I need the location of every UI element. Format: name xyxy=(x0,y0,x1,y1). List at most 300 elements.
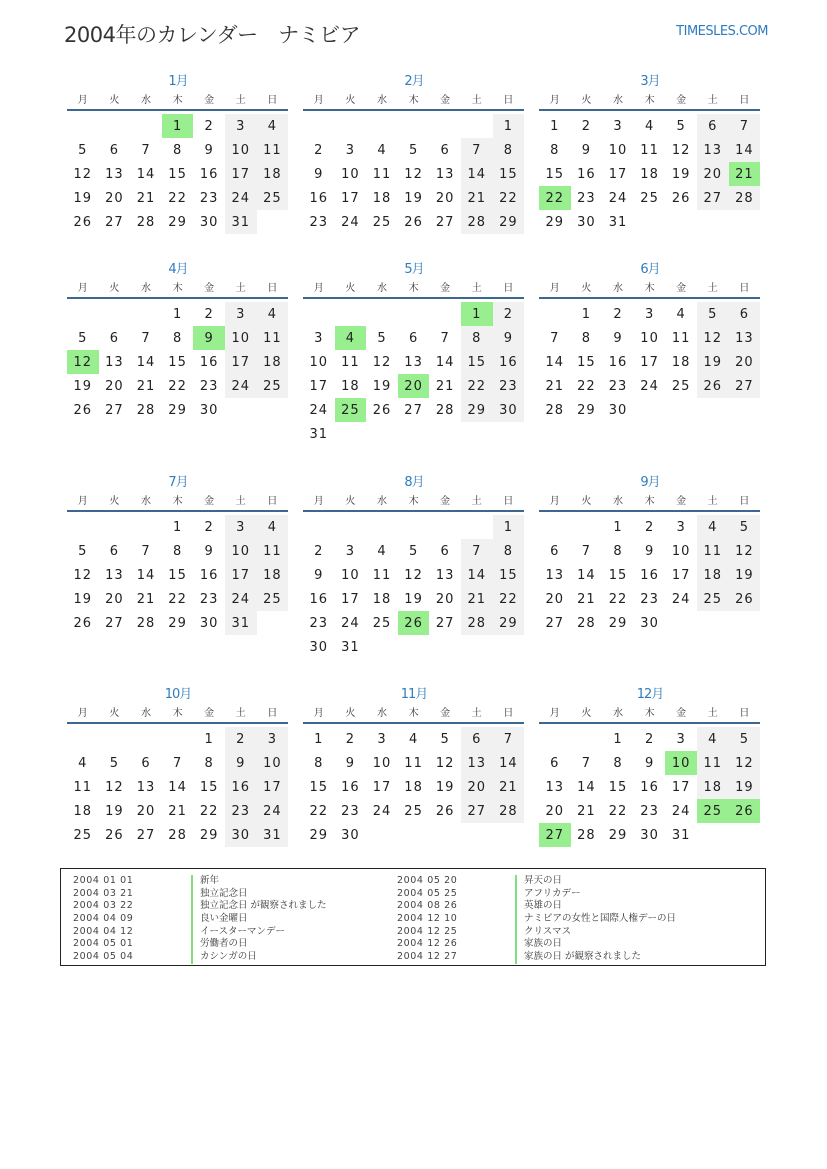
day-cell: 2 xyxy=(314,543,324,559)
day-cell: 17 xyxy=(671,567,691,583)
day-cell: 3 xyxy=(676,731,686,747)
day-cell: 31 xyxy=(309,426,329,442)
month-10 xyxy=(67,685,289,847)
day-cell: 13 xyxy=(404,354,423,370)
day-cell: 17 xyxy=(309,378,329,394)
day-cell: 4 xyxy=(697,515,729,539)
holiday-date: 2004 12 25 xyxy=(397,925,458,937)
weekday-header: 木 xyxy=(172,283,183,294)
holiday-name: 昇天の日 xyxy=(515,875,562,888)
month-title: 1月 xyxy=(168,74,188,89)
holiday-name: カシンガの日 xyxy=(191,951,257,964)
day-cell: 24 xyxy=(257,799,289,823)
weekday-header: 水 xyxy=(612,496,623,507)
day-cell: 20 xyxy=(435,591,455,607)
day-cell: 3 xyxy=(345,543,356,559)
day-cell: 19 xyxy=(73,378,93,394)
day-cell: 1 xyxy=(550,118,560,134)
weekday-header: 月 xyxy=(313,496,324,507)
day-cell: 23 xyxy=(608,378,628,394)
weekday-header: 日 xyxy=(503,708,514,719)
holiday-day-cell: 22 xyxy=(539,186,571,210)
weekday-header: 金 xyxy=(440,283,451,294)
day-cell: 28 xyxy=(729,186,761,210)
weekday-header: 木 xyxy=(408,95,419,106)
day-cell: 19 xyxy=(697,350,729,374)
month-6 xyxy=(539,260,761,422)
page-title: 2004年のカレンダー ナミビア xyxy=(64,23,361,47)
day-cell: 10 xyxy=(225,138,257,162)
header-divider xyxy=(539,109,760,111)
holiday-date: 2004 05 25 xyxy=(397,887,458,899)
day-cell: 12 xyxy=(729,751,761,775)
day-cell: 19 xyxy=(671,166,691,182)
day-cell: 23 xyxy=(577,190,596,206)
day-cell: 7 xyxy=(581,543,592,559)
weekday-header: 日 xyxy=(267,496,278,507)
day-cell: 20 xyxy=(545,591,565,607)
weekday-header: 月 xyxy=(77,496,88,507)
day-cell: 5 xyxy=(78,142,88,158)
empty-day-cell xyxy=(461,515,493,539)
day-cell: 21 xyxy=(461,587,493,611)
empty-day-cell xyxy=(99,302,131,326)
day-cell: 5 xyxy=(676,118,686,134)
day-cell: 12 xyxy=(404,567,423,583)
day-cell: 28 xyxy=(577,615,596,631)
weekday-header: 金 xyxy=(676,496,687,507)
weekday-header: 日 xyxy=(503,283,514,294)
weekday-header: 日 xyxy=(503,95,514,106)
day-cell: 1 xyxy=(493,114,525,138)
holiday-day-cell: 9 xyxy=(193,326,225,350)
day-cell: 20 xyxy=(729,350,761,374)
month-title: 4月 xyxy=(168,262,188,277)
day-cell: 18 xyxy=(257,350,289,374)
empty-day-cell xyxy=(429,515,461,539)
empty-day-cell xyxy=(67,114,99,138)
day-cell: 28 xyxy=(461,210,493,234)
day-cell: 26 xyxy=(73,214,93,230)
holiday-day-cell: 12 xyxy=(67,350,99,374)
day-cell: 27 xyxy=(461,799,493,823)
holiday-date: 2004 04 09 xyxy=(73,913,134,925)
weekday-header: 月 xyxy=(549,283,560,294)
weekday-header: 木 xyxy=(644,95,655,106)
day-cell: 5 xyxy=(377,330,387,346)
day-cell: 21 xyxy=(136,591,156,607)
weekday-header: 日 xyxy=(739,283,750,294)
weekday-header: 水 xyxy=(140,496,151,507)
header-divider xyxy=(67,722,288,724)
day-cell: 19 xyxy=(372,378,392,394)
holiday-name: 独立記念日 が観察されました xyxy=(191,900,327,913)
day-cell: 14 xyxy=(461,563,493,587)
day-cell: 18 xyxy=(372,190,392,206)
month-title: 6月 xyxy=(640,262,660,277)
holiday-name: ナミビアの女性と国際人権デーの日 xyxy=(515,913,676,926)
day-cell: 14 xyxy=(577,779,596,795)
day-cell: 26 xyxy=(105,827,124,843)
day-cell: 25 xyxy=(257,374,289,398)
day-cell: 15 xyxy=(577,354,596,370)
day-cell: 14 xyxy=(136,567,156,583)
empty-day-cell xyxy=(571,515,603,539)
month-days-grid xyxy=(303,92,525,234)
weekday-header: 月 xyxy=(77,708,88,719)
day-cell: 2 xyxy=(613,306,623,322)
day-cell: 1 xyxy=(613,731,623,747)
weekday-header: 金 xyxy=(676,95,687,106)
day-cell: 12 xyxy=(729,539,761,563)
empty-day-cell xyxy=(366,515,398,539)
day-cell: 4 xyxy=(377,543,387,559)
weekday-header: 金 xyxy=(204,496,215,507)
holiday-name: 家族の日 xyxy=(515,938,562,951)
day-cell: 17 xyxy=(341,591,360,607)
day-cell: 28 xyxy=(435,402,455,418)
weekday-header: 水 xyxy=(376,708,387,719)
empty-day-cell xyxy=(366,114,398,138)
day-cell: 13 xyxy=(729,326,761,350)
day-cell: 11 xyxy=(697,539,729,563)
empty-day-cell xyxy=(130,727,162,751)
day-cell: 8 xyxy=(172,142,183,158)
day-cell: 28 xyxy=(461,611,493,635)
day-cell: 21 xyxy=(493,775,525,799)
day-cell: 27 xyxy=(435,615,455,631)
month-days-grid xyxy=(539,705,761,847)
day-cell: 27 xyxy=(697,186,729,210)
day-cell: 3 xyxy=(377,731,387,747)
day-cell: 15 xyxy=(493,162,525,186)
month-days-grid xyxy=(539,92,761,234)
day-cell: 22 xyxy=(493,587,525,611)
day-cell: 21 xyxy=(577,803,596,819)
empty-day-cell xyxy=(335,515,367,539)
header-divider xyxy=(303,510,524,512)
weekday-header: 木 xyxy=(408,708,419,719)
day-cell: 2 xyxy=(644,731,655,747)
day-cell: 28 xyxy=(136,615,156,631)
holiday-date: 2004 05 01 xyxy=(73,938,134,950)
day-cell: 2 xyxy=(204,118,214,134)
weekday-header: 土 xyxy=(471,708,482,719)
day-cell: 31 xyxy=(341,639,360,655)
holiday-day-cell: 10 xyxy=(665,751,697,775)
day-cell: 21 xyxy=(168,803,187,819)
day-cell: 25 xyxy=(372,214,392,230)
day-cell: 11 xyxy=(372,166,392,182)
day-cell: 23 xyxy=(199,190,219,206)
empty-day-cell xyxy=(398,302,430,326)
day-cell: 7 xyxy=(141,142,151,158)
empty-day-cell xyxy=(99,515,131,539)
day-cell: 10 xyxy=(225,326,257,350)
day-cell: 4 xyxy=(644,118,655,134)
weekday-header: 土 xyxy=(471,95,482,106)
day-cell: 5 xyxy=(408,543,419,559)
day-cell: 2 xyxy=(225,727,257,751)
brand-logo-text[interactable]: TIMESLES.COM xyxy=(676,24,768,39)
holiday-list xyxy=(60,868,766,966)
month-days-grid xyxy=(539,493,761,635)
day-cell: 7 xyxy=(581,755,592,771)
day-cell: 10 xyxy=(309,354,329,370)
day-cell: 26 xyxy=(73,402,93,418)
weekday-header: 水 xyxy=(140,283,151,294)
day-cell: 25 xyxy=(671,378,691,394)
day-cell: 19 xyxy=(73,190,93,206)
day-cell: 30 xyxy=(640,827,659,843)
day-cell: 5 xyxy=(440,731,450,747)
day-cell: 8 xyxy=(493,138,525,162)
day-cell: 3 xyxy=(314,330,324,346)
weekday-header: 木 xyxy=(172,708,183,719)
day-cell: 12 xyxy=(435,755,455,771)
day-cell: 25 xyxy=(372,615,392,631)
day-cell: 23 xyxy=(199,378,219,394)
header-divider xyxy=(303,109,524,111)
day-cell: 23 xyxy=(199,591,219,607)
empty-day-cell xyxy=(130,515,162,539)
month-days-grid xyxy=(303,280,525,446)
day-cell: 9 xyxy=(613,330,623,346)
day-cell: 24 xyxy=(341,615,360,631)
month-11 xyxy=(303,685,525,847)
day-cell: 30 xyxy=(577,214,596,230)
empty-day-cell xyxy=(303,515,335,539)
empty-day-cell xyxy=(366,302,398,326)
day-cell: 11 xyxy=(257,539,289,563)
day-cell: 10 xyxy=(341,166,360,182)
day-cell: 28 xyxy=(545,402,565,418)
empty-day-cell xyxy=(461,114,493,138)
day-cell: 23 xyxy=(493,374,525,398)
weekday-header: 火 xyxy=(109,496,120,507)
day-cell: 19 xyxy=(729,563,761,587)
weekday-header: 土 xyxy=(235,95,246,106)
holiday-day-cell: 4 xyxy=(335,326,367,350)
weekday-header: 金 xyxy=(204,708,215,719)
weekday-header: 木 xyxy=(172,496,183,507)
day-cell: 10 xyxy=(372,755,392,771)
day-cell: 8 xyxy=(493,539,525,563)
weekday-header: 火 xyxy=(109,283,120,294)
month-9 xyxy=(539,473,761,635)
day-cell: 15 xyxy=(199,779,219,795)
holiday-date: 2004 05 04 xyxy=(73,951,134,963)
day-cell: 27 xyxy=(105,402,124,418)
holiday-day-cell: 25 xyxy=(335,398,367,422)
day-cell: 24 xyxy=(608,190,628,206)
day-cell: 4 xyxy=(257,114,289,138)
weekday-header: 土 xyxy=(471,283,482,294)
day-cell: 3 xyxy=(644,306,655,322)
day-cell: 7 xyxy=(172,755,183,771)
day-cell: 18 xyxy=(73,803,93,819)
day-cell: 12 xyxy=(671,142,691,158)
day-cell: 8 xyxy=(550,142,560,158)
weekday-header: 月 xyxy=(549,95,560,106)
day-cell: 3 xyxy=(676,519,686,535)
day-cell: 25 xyxy=(257,186,289,210)
day-cell: 8 xyxy=(314,755,324,771)
month-1 xyxy=(67,72,289,234)
day-cell: 9 xyxy=(314,567,324,583)
holiday-name: 家族の日 が観察されました xyxy=(515,951,641,964)
day-cell: 29 xyxy=(608,615,628,631)
weekday-header: 火 xyxy=(581,283,592,294)
day-cell: 30 xyxy=(199,214,219,230)
day-cell: 13 xyxy=(435,166,455,182)
day-cell: 7 xyxy=(141,543,151,559)
day-cell: 23 xyxy=(640,591,659,607)
day-cell: 3 xyxy=(225,302,257,326)
day-cell: 9 xyxy=(644,543,655,559)
weekday-header: 日 xyxy=(739,708,750,719)
day-cell: 11 xyxy=(697,751,729,775)
day-cell: 20 xyxy=(697,162,729,186)
day-cell: 30 xyxy=(341,827,360,843)
day-cell: 1 xyxy=(172,306,183,322)
weekday-header: 土 xyxy=(235,708,246,719)
day-cell: 26 xyxy=(404,214,423,230)
day-cell: 16 xyxy=(199,166,219,182)
day-cell: 25 xyxy=(257,587,289,611)
day-cell: 23 xyxy=(309,615,329,631)
day-cell: 14 xyxy=(136,354,156,370)
day-cell: 25 xyxy=(640,190,659,206)
month-8 xyxy=(303,473,525,659)
day-cell: 10 xyxy=(671,543,691,559)
day-cell: 3 xyxy=(257,727,289,751)
weekday-header: 月 xyxy=(549,708,560,719)
holiday-date: 2004 12 27 xyxy=(397,951,458,963)
day-cell: 30 xyxy=(608,402,628,418)
month-days-grid xyxy=(303,705,525,847)
day-cell: 11 xyxy=(257,326,289,350)
day-cell: 14 xyxy=(545,354,565,370)
day-cell: 11 xyxy=(73,779,93,795)
day-cell: 19 xyxy=(435,779,455,795)
day-cell: 8 xyxy=(613,755,623,771)
day-cell: 18 xyxy=(697,775,729,799)
day-cell: 18 xyxy=(257,162,289,186)
day-cell: 10 xyxy=(640,330,659,346)
empty-day-cell xyxy=(398,515,430,539)
day-cell: 14 xyxy=(136,166,156,182)
weekday-header: 木 xyxy=(408,283,419,294)
day-cell: 30 xyxy=(199,402,219,418)
day-cell: 31 xyxy=(257,823,289,847)
day-cell: 31 xyxy=(608,214,628,230)
holiday-day-cell: 27 xyxy=(539,823,571,847)
weekday-header: 木 xyxy=(644,283,655,294)
day-cell: 5 xyxy=(78,543,88,559)
holiday-date: 2004 12 10 xyxy=(397,913,458,925)
month-2 xyxy=(303,72,525,234)
day-cell: 26 xyxy=(697,374,729,398)
day-cell: 22 xyxy=(493,186,525,210)
weekday-header: 木 xyxy=(644,708,655,719)
day-cell: 4 xyxy=(257,302,289,326)
day-cell: 29 xyxy=(608,827,628,843)
day-cell: 23 xyxy=(225,799,257,823)
day-cell: 21 xyxy=(435,378,455,394)
day-cell: 11 xyxy=(671,330,691,346)
day-cell: 5 xyxy=(697,302,729,326)
day-cell: 17 xyxy=(341,190,360,206)
day-cell: 6 xyxy=(440,142,450,158)
day-cell: 23 xyxy=(341,803,360,819)
day-cell: 19 xyxy=(73,591,93,607)
day-cell: 20 xyxy=(105,378,124,394)
day-cell: 7 xyxy=(141,330,151,346)
day-cell: 6 xyxy=(141,755,151,771)
day-cell: 13 xyxy=(545,567,565,583)
weekday-header: 月 xyxy=(313,708,324,719)
day-cell: 30 xyxy=(493,398,525,422)
empty-day-cell xyxy=(67,515,99,539)
day-cell: 3 xyxy=(225,515,257,539)
weekday-header: 日 xyxy=(739,496,750,507)
holiday-date: 2004 03 22 xyxy=(73,900,134,912)
day-cell: 7 xyxy=(461,138,493,162)
day-cell: 10 xyxy=(225,539,257,563)
weekday-header: 火 xyxy=(109,708,120,719)
day-cell: 12 xyxy=(697,326,729,350)
empty-day-cell xyxy=(130,302,162,326)
weekday-header: 金 xyxy=(204,283,215,294)
day-cell: 22 xyxy=(608,803,628,819)
day-cell: 26 xyxy=(73,615,93,631)
day-cell: 20 xyxy=(136,803,156,819)
day-cell: 23 xyxy=(309,214,329,230)
header-divider xyxy=(67,109,288,111)
holiday-day-cell: 26 xyxy=(398,611,430,635)
holiday-date: 2004 12 26 xyxy=(397,938,458,950)
weekday-header: 火 xyxy=(345,496,356,507)
header-divider xyxy=(539,297,760,299)
header-divider xyxy=(303,297,524,299)
weekday-header: 火 xyxy=(345,708,356,719)
day-cell: 3 xyxy=(225,114,257,138)
day-cell: 18 xyxy=(697,563,729,587)
day-cell: 15 xyxy=(608,779,628,795)
day-cell: 4 xyxy=(257,515,289,539)
day-cell: 27 xyxy=(435,214,455,230)
header-divider xyxy=(67,510,288,512)
day-cell: 21 xyxy=(461,186,493,210)
day-cell: 27 xyxy=(105,615,124,631)
day-cell: 20 xyxy=(545,803,565,819)
day-cell: 16 xyxy=(199,354,219,370)
weekday-header: 月 xyxy=(77,283,88,294)
weekday-header: 金 xyxy=(440,708,451,719)
day-cell: 16 xyxy=(309,190,329,206)
day-cell: 6 xyxy=(550,755,560,771)
day-cell: 31 xyxy=(671,827,691,843)
day-cell: 20 xyxy=(105,591,124,607)
day-cell: 9 xyxy=(644,755,655,771)
weekday-header: 土 xyxy=(471,496,482,507)
weekday-header: 土 xyxy=(707,95,718,106)
weekday-header: 水 xyxy=(140,95,151,106)
header-divider xyxy=(539,722,760,724)
day-cell: 2 xyxy=(644,519,655,535)
holiday-date: 2004 03 21 xyxy=(73,887,134,899)
